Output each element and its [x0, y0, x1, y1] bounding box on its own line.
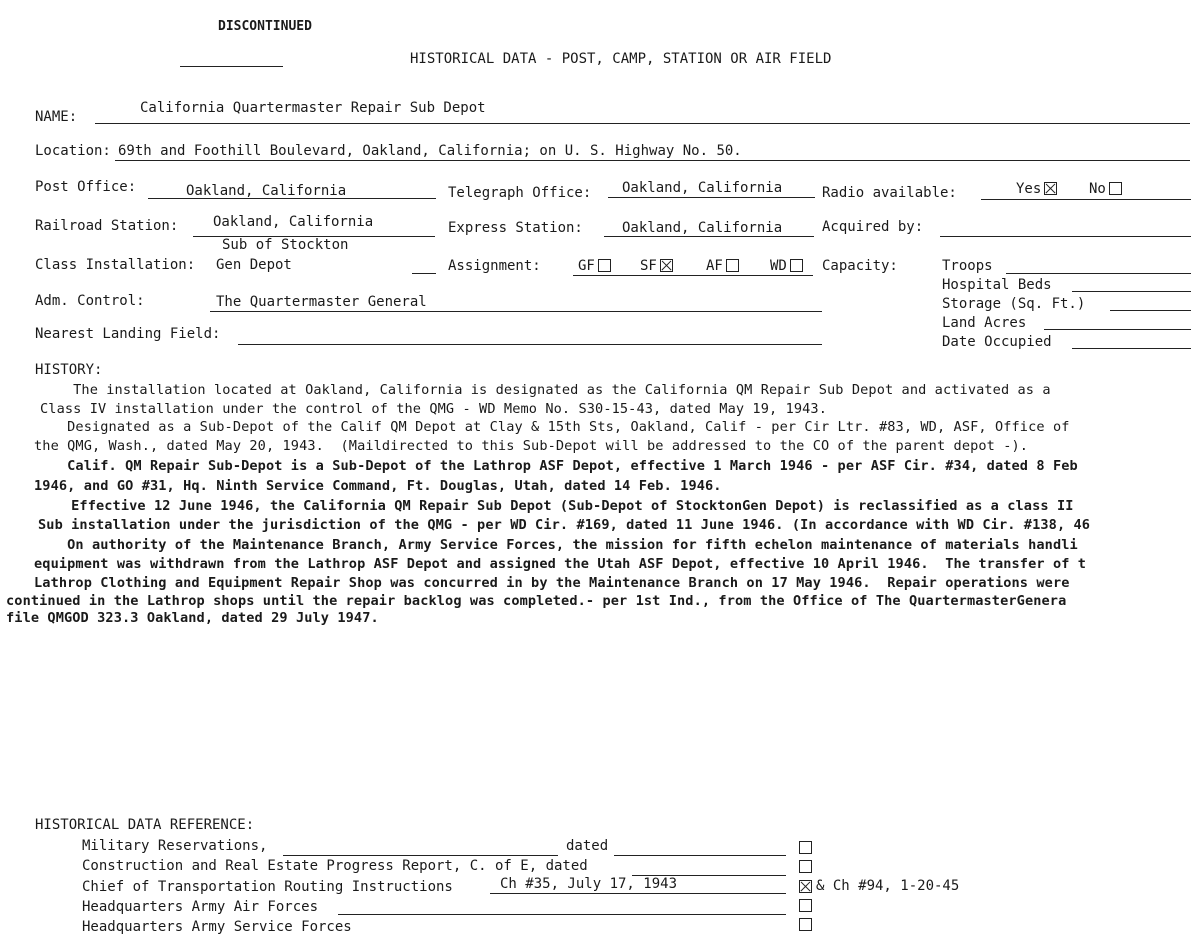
landing-label: Nearest Landing Field:	[35, 326, 221, 342]
history-line-bold: 1946, and GO #31, Hq. Ninth Service Command, Ft. Douglas, Utah, dated 14 Feb. 1946.	[34, 478, 722, 494]
storage-line	[1110, 310, 1191, 311]
capacity-label: Capacity:	[822, 258, 898, 274]
radio-no-label: No	[1089, 181, 1106, 197]
history-line-bold: Lathrop Clothing and Equipment Repair Shop was concurred in by the Maintenance Branch on 17 May 1946. Repair operations were	[34, 575, 1070, 591]
assignment-gf-checkbox[interactable]	[598, 259, 611, 272]
history-line: The installation located at Oakland, California is designated as the California QM Repair Sub Depot and activated as a	[40, 382, 1051, 398]
class-value-top: Sub of Stockton	[222, 237, 349, 253]
history-line: Designated as a Sub-Depot of the Calif QM Depot at Clay & 15th Sts, Oakland, Calif - per Cir Ltr. #83, WD, ASF, Office of	[34, 419, 1070, 435]
adm-line	[210, 311, 822, 312]
ref-transport-checkbox[interactable]	[799, 880, 812, 893]
radio-yes	[1016, 181, 1057, 197]
radio-line	[981, 199, 1191, 200]
adm-label: Adm. Control:	[35, 293, 145, 309]
adm-value: The Quartermaster General	[216, 294, 427, 310]
assignment-sf-label: SF	[640, 258, 657, 274]
assignment-wd-checkbox[interactable]	[790, 259, 803, 272]
history-line-bold: equipment was withdrawn from the Lathrop ASF Depot and assigned the Utah ASF Depot, effective 10 April 1946. The transfer of t	[34, 556, 1087, 572]
class-label: Class Installation:	[35, 257, 196, 273]
status-underline	[180, 66, 283, 67]
acquired-label: Acquired by:	[822, 219, 924, 235]
radio-yes-checkbox[interactable]	[1044, 182, 1057, 195]
radio-no-checkbox[interactable]	[1109, 182, 1122, 195]
ref-construction-label: Construction and Real Estate Progress Report, C. of E, dated	[82, 858, 588, 874]
ref-military-line	[283, 855, 558, 856]
troops-line	[1006, 273, 1191, 274]
telegraph-label: Telegraph Office:	[448, 185, 592, 201]
railroad-label: Railroad Station:	[35, 218, 179, 234]
name-line	[95, 123, 1190, 124]
history-line: Class IV installation under the control of the QMG - WD Memo No. S30-15-43, dated May 19, 1943.	[40, 401, 827, 417]
post-office-label: Post Office:	[35, 179, 137, 195]
history-line-bold: continued in the Lathrop shops until the repair backlog was completed.- per 1st Ind., from the Office of The QuartermasterGenera	[6, 593, 1067, 609]
ref-military-dated: dated	[566, 838, 609, 854]
telegraph-value: Oakland, California	[622, 180, 783, 196]
assignment-sf	[640, 258, 673, 274]
beds-line	[1072, 291, 1191, 292]
assignment-wd-label: WD	[770, 258, 787, 274]
storage-label: Storage (Sq. Ft.)	[942, 296, 1086, 312]
ref-transport-label: Chief of Transportation Routing Instructions	[82, 879, 453, 895]
land-line	[1044, 329, 1191, 330]
ref-military-label: Military Reservations,	[82, 838, 268, 854]
history-line-bold: Effective 12 June 1946, the California QM Repair Sub Depot (Sub-Depot of StocktonGen Depot) is reclassified as a class II	[38, 498, 1074, 514]
radio-yes-label: Yes	[1016, 181, 1042, 197]
express-label: Express Station:	[448, 220, 583, 236]
history-line-bold: On authority of the Maintenance Branch, Army Service Forces, the mission for fifth echelon maintenance of materials handli	[34, 537, 1078, 553]
history-line: the QMG, Wash., dated May 20, 1943. (Maildirected to this Sub-Depot will be addressed to the CO of the parent depot -).	[34, 438, 1029, 454]
location-label: Location:	[35, 143, 111, 159]
date-occupied-line	[1072, 348, 1191, 349]
assignment-line	[573, 275, 813, 276]
ref-hq-service-label: Headquarters Army Service Forces	[82, 919, 352, 935]
ref-military-checkbox[interactable]	[799, 841, 812, 854]
ref-hq-air-line	[338, 914, 786, 915]
troops-label: Troops	[942, 258, 993, 274]
page-title: HISTORICAL DATA - POST, CAMP, STATION OR AIR FIELD	[410, 51, 832, 67]
ref-hq-service-checkbox[interactable]	[799, 918, 812, 931]
assignment-wd	[770, 258, 803, 274]
status-stamp: DISCONTINUED	[218, 19, 312, 34]
assignment-gf-label: GF	[578, 258, 595, 274]
location-line	[115, 160, 1190, 161]
ref-hq-air-checkbox[interactable]	[799, 899, 812, 912]
acquired-line	[940, 236, 1191, 237]
ref-construction-checkbox[interactable]	[799, 860, 812, 873]
telegraph-line	[608, 197, 815, 198]
assignment-label: Assignment:	[448, 258, 541, 274]
assignment-sf-checkbox[interactable]	[660, 259, 673, 272]
express-value: Oakland, California	[622, 220, 783, 236]
ref-hq-air-label: Headquarters Army Air Forces	[82, 899, 319, 915]
ref-transport-extra: & Ch #94, 1-20-45	[816, 878, 960, 894]
assignment-gf	[578, 258, 611, 274]
radio-label: Radio available:	[822, 185, 957, 201]
land-label: Land Acres	[942, 315, 1027, 331]
railroad-value: Oakland, California	[213, 214, 374, 230]
post-office-value: Oakland, California	[186, 183, 347, 199]
class-value: Gen Depot	[216, 257, 292, 273]
history-line-bold: file QMGOD 323.3 Oakland, dated 29 July 1947.	[6, 610, 379, 626]
assignment-af	[706, 258, 739, 274]
ref-military-dated-line	[614, 855, 786, 856]
assignment-af-checkbox[interactable]	[726, 259, 739, 272]
history-line-bold: Sub installation under the jurisdiction of the QMG - per WD Cir. #169, dated 11 June 1946. (In accordance with WD Cir. #138, 46	[38, 517, 1091, 533]
name-label: NAME:	[35, 109, 78, 125]
express-line	[604, 236, 814, 237]
history-line-bold: Calif. QM Repair Sub-Depot is a Sub-Depot of the Lathrop ASF Depot, effective 1 March 1946 - per ASF Cir. #34, dated 8 Feb	[34, 458, 1078, 474]
history-label: HISTORY:	[35, 362, 103, 378]
assignment-af-label: AF	[706, 258, 723, 274]
beds-label: Hospital Beds	[942, 277, 1052, 293]
ref-transport-value: Ch #35, July 17, 1943	[500, 876, 678, 892]
radio-no	[1089, 181, 1122, 197]
ref-transport-line	[490, 893, 786, 894]
location-value: 69th and Foothill Boulevard, Oakland, California; on U. S. Highway No. 50.	[118, 143, 742, 159]
class-line	[412, 273, 436, 274]
name-value: California Quartermaster Repair Sub Depot	[140, 100, 486, 116]
post-office-line	[148, 198, 436, 199]
reference-label: HISTORICAL DATA REFERENCE:	[35, 817, 255, 833]
date-occupied-label: Date Occupied	[942, 334, 1052, 350]
landing-line	[238, 344, 822, 345]
